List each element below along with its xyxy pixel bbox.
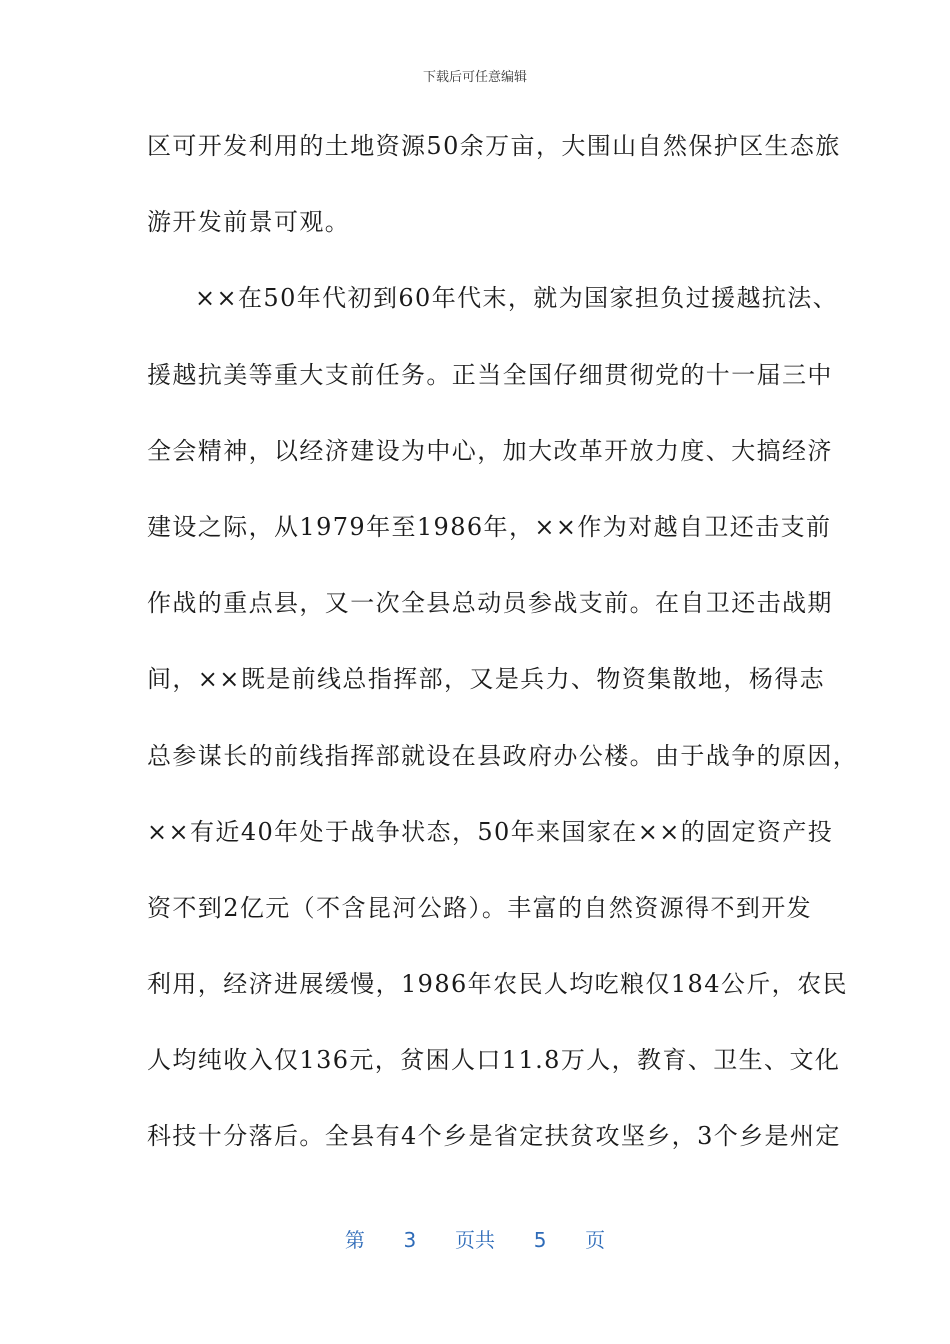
body-line: 建设之际，从1979年至1986年，××作为对越自卫还击支前	[147, 512, 832, 541]
body-line: 人均纯收入仅136元，贫困人口11.8万人，教育、卫生、文化	[147, 1046, 841, 1075]
body-line: 作战的重点县，又一次全县总动员参战支前。在自卫还击战期	[147, 589, 833, 618]
page-label-suffix: 页	[585, 1228, 606, 1252]
body-line: ××有近40年处于战争状态，50年来国家在××的固定资产投	[147, 817, 834, 846]
paragraph-start-line: ××在50年代初到60年代末，就为国家担负过援越抗法、	[195, 284, 839, 313]
page-label-prefix: 第	[344, 1228, 365, 1252]
page-footer	[0, 1224, 950, 1253]
body-line: 援越抗美等重大支前任务。正当全国仔细贯彻党的十一届三中	[147, 360, 833, 389]
body-line: 科技十分落后。全县有4个乡是省定扶贫攻坚乡，3个乡是州定	[147, 1122, 841, 1151]
body-line: 利用，经济进展缓慢，1986年农民人均吃粮仅184公斤，农民	[147, 970, 848, 999]
body-line: 资不到2亿元（不含昆河公路）。丰富的自然资源得不到开发	[147, 893, 813, 922]
body-line: 全会精神，以经济建设为中心，加大改革开放力度、大搞经济	[147, 436, 833, 465]
body-line: 总参谋长的前线指挥部就设在县政府办公楼。由于战争的原因，	[147, 741, 859, 770]
document-body	[147, 120, 859, 1187]
page-label-mid: 页共	[455, 1228, 495, 1252]
current-page-number: 3	[403, 1228, 417, 1252]
body-line: 游开发前景可观。	[147, 208, 351, 237]
page-header: 下载后可任意编辑	[422, 70, 527, 85]
body-line: 区可开发利用的土地资源50余万亩，大围山自然保护区生态旅	[147, 132, 841, 160]
total-pages-number: 5	[533, 1228, 547, 1252]
body-line: 间，××既是前线总指挥部，又是兵力、物资集散地，杨得志	[147, 665, 826, 694]
